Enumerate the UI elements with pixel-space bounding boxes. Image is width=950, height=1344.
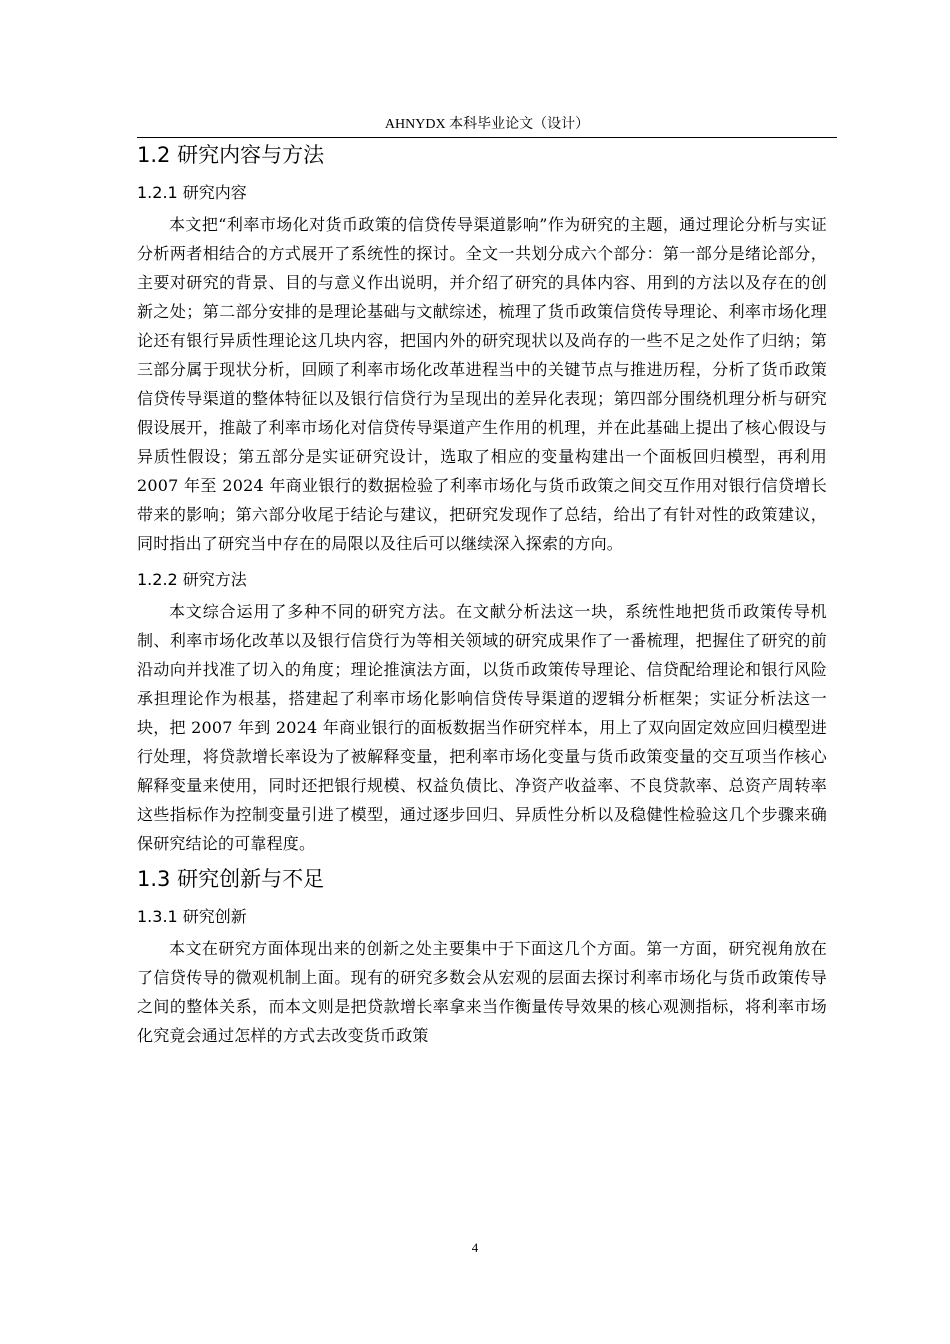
page-header: AHNYDX 本科毕业论文（设计） (384, 117, 590, 132)
subsection-heading-1-2-2: 1.2.2 研究方法 (137, 570, 247, 589)
subsection-heading-1-3-1: 1.3.1 研究创新 (137, 907, 247, 926)
section-heading-1-2: 1.2 研究内容与方法 (137, 143, 325, 167)
paragraph-research-content: 本文把“利率市场化对货币政策的信贷传导渠道影响”作为研究的主题，通过理论分析与实证分析两者相结合的方式展开了系统性的探讨。全文一共划分成六个部分：第一部分是绪论部分，主要对研究的背景、目的与意义作出说明，并介绍了研究的具体内容、用到的方法以及存在的创新之处；第二部分安排的是理论基础与文献综述，梳理了货币政策信贷传导理论、利率市场化理论还有银行异质性理论这几块内容，把国内外的研究现状以及尚存的一些不足之处作了归纳；第三部分属于现状分析，回顾了利率市场化改革进程当中的关键节点与推进历程，分析了货币政策信贷传导渠道的整体特征以及银行信贷行为呈现出的差异化表现；第四部分围绕机理分析与研究假设展开，推敲了利率市场化对信贷传导渠道产生作用的机理，并在此基础上提出了核心假设与异质性假设；第五部分是实证研究设计，选取了相应的变量构建出一个面板回归模型，再利用 2007 年至 2024 年商业银行的数据检验了利率市场化与货币政策之间交互作用对银行信贷增长带来的影响；第六部分收尾于结论与建议，把研究发现作了总结，给出了有针对性的政策建议，同时指出了研究当中存在的局限以及往后可以继续深入探索的方向。 (137, 215, 827, 553)
paragraph-research-innovation: 本文在研究方面体现出来的创新之处主要集中于下面这几个方面。第一方面，研究视角放在了信贷传导的微观机制上面。现有的研究多数会从宏观的层面去探讨利率市场化与货币政策传导之间的整体关系，而本文则是把贷款增长率拿来当作衡量传导效果的核心观测指标，将利率市场化究竟会通过怎样的方式去改变货币政策 (137, 939, 827, 1045)
page-number: 4 (471, 1240, 479, 1255)
paragraph-research-methods: 本文综合运用了多种不同的研究方法。在文献分析法这一块，系统性地把货币政策传导机制、利率市场化改革以及银行信贷行为等相关领域的研究成果作了一番梳理，把握住了研究的前沿动向并找准了切入的角度；理论推演法方面，以货币政策传导理论、信贷配给理论和银行风险承担理论作为根基，搭建起了利率市场化影响信贷传导渠道的逻辑分析框架；实证分析法这一块，把 2007 年到 2024 年商业银行的面板数据当作研究样本，用上了双向固定效应回归模型进行处理，将贷款增长率设为了被解释变量，把利率市场化变量与货币政策变量的交互项当作核心解释变量来使用，同时还把银行规模、权益负债比、净资产收益率、不良贷款率、总资产周转率这些指标作为控制变量引进了模型，通过逐步回归、异质性分析以及稳健性检验这几个步骤来确保研究结论的可靠程度。 (137, 602, 827, 853)
subsection-heading-1-2-1: 1.2.1 研究内容 (137, 183, 247, 202)
section-heading-1-3: 1.3 研究创新与不足 (137, 867, 325, 891)
page-body (137, 140, 827, 1050)
header-rule (137, 137, 837, 138)
